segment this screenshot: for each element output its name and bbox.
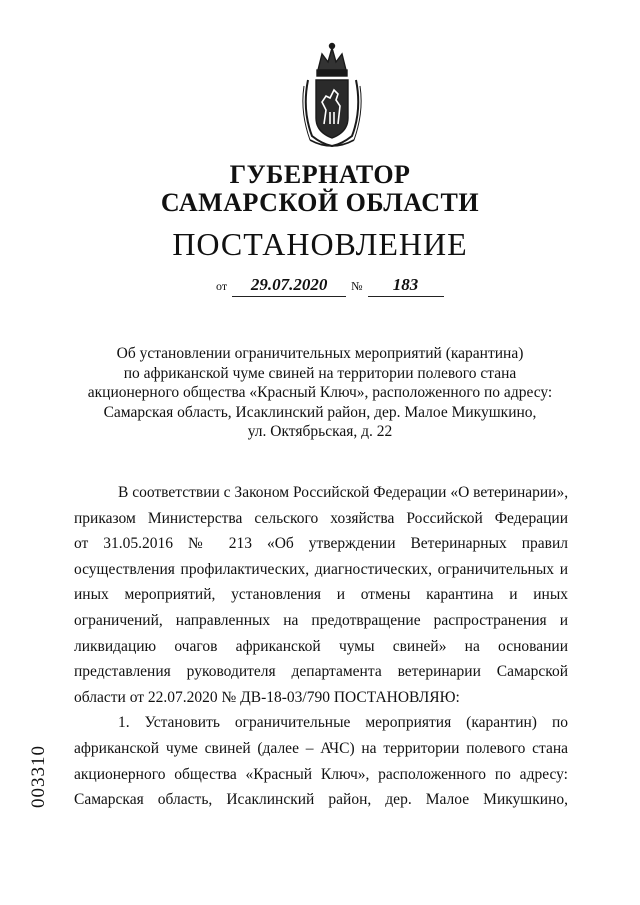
organization-title-line2: САМАРСКОЙ ОБЛАСТИ xyxy=(160,188,480,217)
body-line: ликвидацию очагов африканской чумы свиней» на основании xyxy=(74,637,568,655)
number-prefix: № xyxy=(351,279,363,293)
body-line: области от 22.07.2020 № ДВ-18-03/790 ПОСТАНОВЛЯЮ: xyxy=(74,688,460,706)
subject-line: Об установлении ограничительных мероприятий (карантина) xyxy=(116,345,524,362)
organization-title-line1: ГУБЕРНАТОР xyxy=(229,160,411,189)
body-line: ограничений, направленных на предотвращение распространения и xyxy=(74,611,568,629)
body-line: представления руководителя департамента ветеринарии Самарской xyxy=(74,663,568,681)
body-line: 1. Установить ограничительные мероприятия (карантин) по xyxy=(118,714,568,732)
handwritten-number: 183 xyxy=(368,274,444,297)
side-registration-number: 003310 xyxy=(28,745,49,808)
coat-of-arms-icon xyxy=(298,40,366,152)
document-subject xyxy=(70,344,570,442)
body-line: африканской чуме свиней (далее – АЧС) на территории полевого стана xyxy=(74,739,568,757)
document-body xyxy=(74,480,568,813)
handwritten-date: 29.07.2020 xyxy=(232,274,346,297)
body-line: Самарская область, Исаклинский район, дер. Малое Микушкино, xyxy=(74,791,568,809)
subject-line: по африканской чуме свиней на территории полевого стана xyxy=(123,364,517,382)
body-line: приказом Министерства сельского хозяйства Российской Федерации xyxy=(74,509,568,527)
date-number-line xyxy=(216,274,446,297)
body-line: иных мероприятий, установления и отмены карантина и иных xyxy=(74,586,568,604)
body-line: осуществления профилактических, диагностических, ограничительных и xyxy=(74,560,568,578)
subject-line: Самарская область, Исаклинский район, дер. Малое Микушкино, xyxy=(103,403,537,421)
subject-line: ул. Октябрьская, д. 22 xyxy=(247,423,393,441)
body-line: В соответствии с Законом Российской Федерации «О ветеринарии», xyxy=(118,484,569,501)
date-prefix: от xyxy=(216,279,228,293)
body-line: от 31.05.2016 № 213 «Об утверждении Ветеринарных правил xyxy=(74,535,568,553)
subject-line: акционерного общества «Красный Ключ», расположенного по адресу: xyxy=(87,384,553,402)
document-type-title: ПОСТАНОВЛЕНИЕ xyxy=(172,226,468,262)
body-line: акционерного общества «Красный Ключ», расположенного по адресу: xyxy=(74,765,568,783)
